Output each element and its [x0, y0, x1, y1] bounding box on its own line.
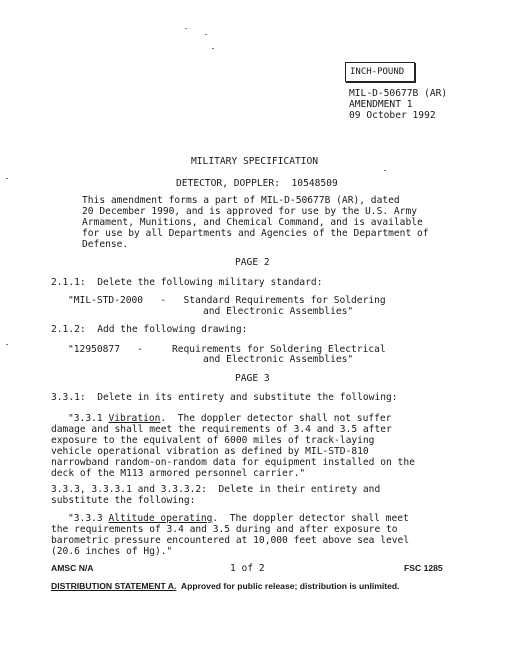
- vibration-paragraph-line: deck of the M113 armored personnel carrier.": [51, 468, 306, 479]
- vibration-paragraph-line: narrowband random-on-random data for equipment installed on the: [51, 457, 415, 468]
- altitude-title: Altitude operating: [108, 513, 213, 524]
- paragraph-number: "3.3.1: [68, 413, 109, 424]
- page-count: 1 of 2: [230, 563, 265, 574]
- vibration-paragraph-line: exposure to the equivalent of 6000 miles of track-laying: [51, 435, 375, 446]
- distribution-label: DISTRIBUTION STATEMENT A.: [51, 581, 177, 591]
- intro-line: Defense.: [82, 239, 129, 250]
- vibration-paragraph-first-line: [68, 413, 391, 424]
- intro-line: for use by all Departments and Agencies of the Department of: [82, 228, 429, 239]
- scan-speck: [6, 178, 8, 179]
- spec-heading: MILITARY SPECIFICATION: [191, 156, 319, 167]
- amsc-code: AMSC N/A: [51, 563, 94, 573]
- scan-speck: [384, 170, 386, 171]
- paragraph-text: . The doppler detector shall meet: [212, 513, 409, 524]
- scan-speck: [185, 28, 187, 29]
- distribution-text: Approved for public release; distribution is unlimited.: [176, 581, 400, 591]
- intro-line: 20 December 1990, and is approved for use by the U.S. Army: [82, 206, 418, 217]
- amendment-number: AMENDMENT 1: [349, 99, 413, 110]
- inch-pound-badge: [345, 62, 415, 82]
- badge-label: INCH-POUND: [350, 67, 405, 77]
- section-2-1-1-heading: 2.1.1: Delete the following military standard:: [51, 277, 323, 288]
- fsc-code: FSC 1285: [404, 563, 443, 573]
- document-id: MIL-D-50677B (AR): [349, 88, 448, 99]
- altitude-paragraph-first-line: [68, 513, 409, 524]
- spec-subject: DETECTOR, DOPPLER: 10548509: [176, 178, 338, 189]
- altitude-paragraph-line: the requirements of 3.4 and 3.5 during and after exposure to: [51, 524, 398, 535]
- section-3-3-3-heading-cont: substitute the following:: [51, 495, 196, 506]
- vibration-paragraph-line: damage and shall meet the requirements of 3.4 and 3.5 after: [51, 424, 392, 435]
- section-2-1-2-heading: 2.1.2: Add the following drawing:: [51, 324, 248, 335]
- vibration-title: Vibration: [108, 413, 161, 424]
- distribution-statement: [51, 581, 400, 592]
- section-3-3-1-heading: 3.3.1: Delete in its entirety and substitute the following:: [51, 392, 398, 403]
- scan-speck: [212, 48, 214, 49]
- paragraph-number: "3.3.3: [68, 513, 109, 524]
- altitude-paragraph-line: (20.6 inches of Hg).": [51, 546, 173, 557]
- section-3-3-3-heading: 3.3.3, 3.3.3.1 and 3.3.3.2: Delete in their entirety and: [51, 484, 381, 495]
- paragraph-text: . The doppler detector shall not suffer: [160, 413, 392, 424]
- intro-line: This amendment forms a part of MIL-D-50677B (AR), dated: [82, 195, 400, 206]
- document-date: 09 October 1992: [349, 110, 436, 121]
- page-3-label: PAGE 3: [235, 373, 270, 384]
- mil-std-2000-reference-cont: and Electronic Assemblies": [203, 306, 354, 317]
- page-2-label: PAGE 2: [235, 257, 270, 268]
- intro-line: Armament, Munitions, and Chemical Command, and is available: [82, 217, 423, 228]
- vibration-paragraph-line: vehicle operational vibration as defined by MIL-STD-810: [51, 446, 369, 457]
- scan-speck: [205, 34, 207, 35]
- scan-speck: [6, 344, 8, 345]
- altitude-paragraph-line: barometric pressure encountered at 10,000 feet above sea level: [51, 535, 410, 546]
- drawing-12950877-reference: "12950877 - Requirements for Soldering Electrical: [68, 344, 386, 355]
- mil-std-2000-reference: "MIL-STD-2000 - Standard Requirements for Soldering: [68, 295, 386, 306]
- drawing-12950877-reference-cont: and Electronic Assemblies": [203, 354, 354, 365]
